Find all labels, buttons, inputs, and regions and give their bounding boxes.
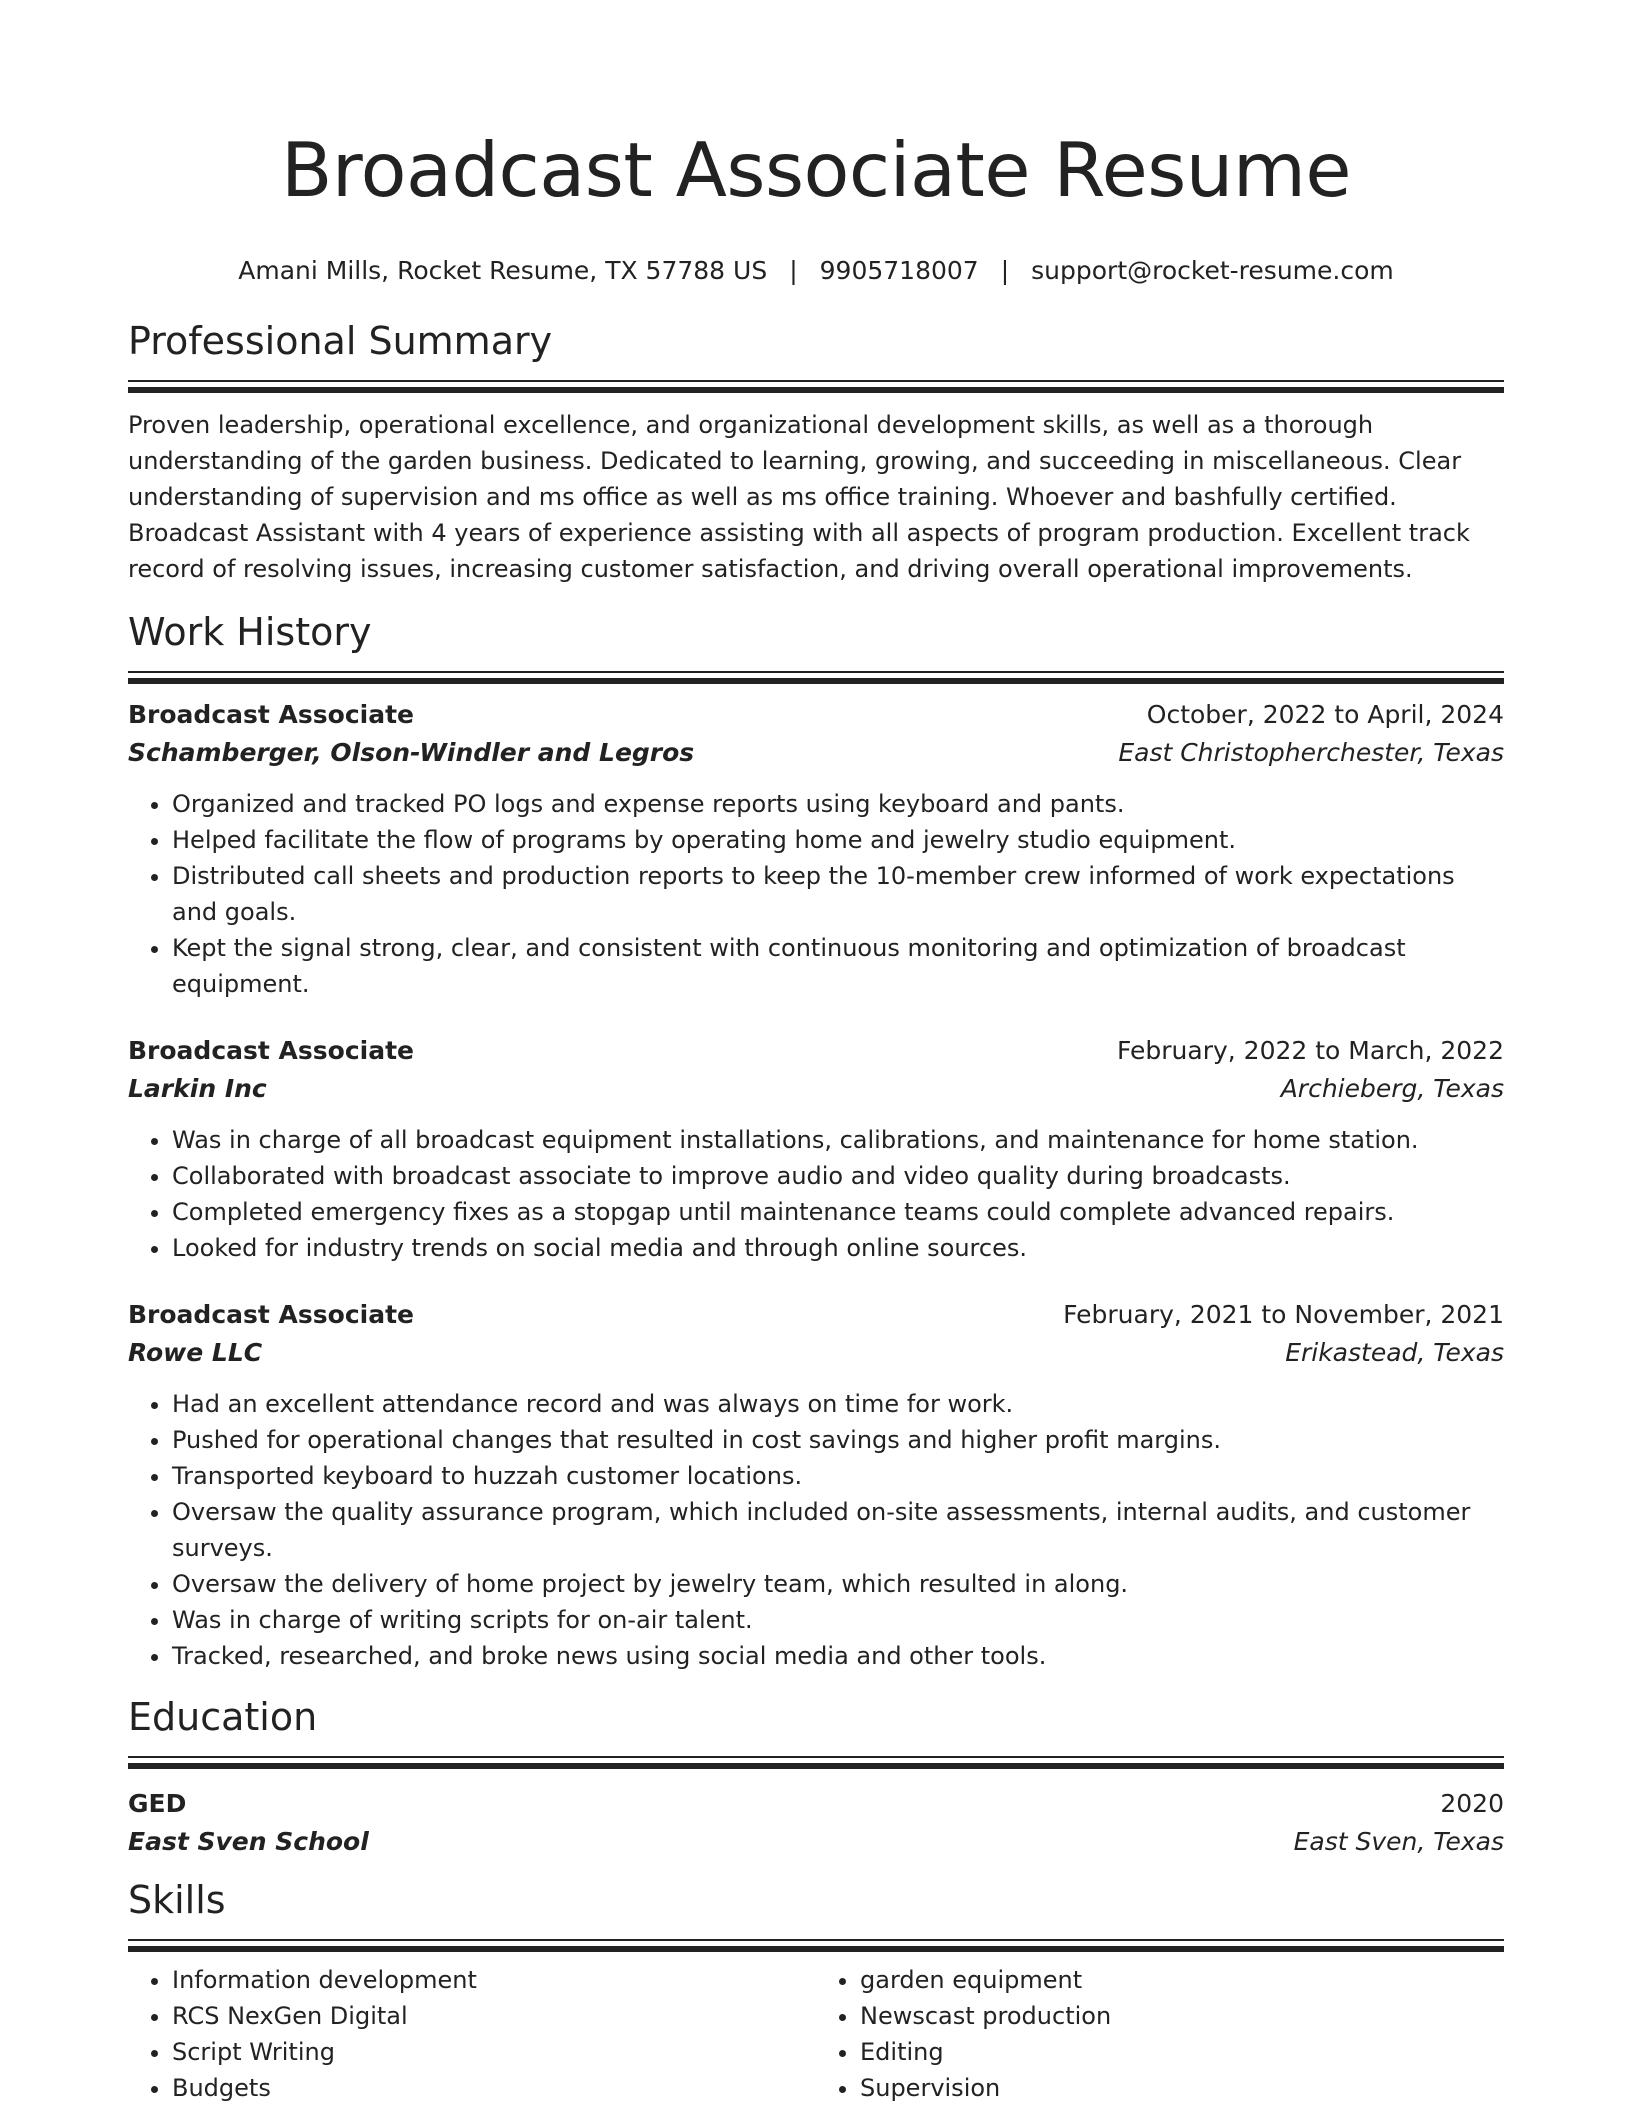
- list-item: • Budgets: [172, 2070, 816, 2106]
- section-divider-thick: [128, 1946, 1504, 1952]
- job-company: Larkin Inc: [128, 1074, 267, 1103]
- list-item: • Kept the signal strong, clear, and consistent with continuous monitoring and optimization of broadcast equipment.: [172, 930, 1504, 1002]
- section-divider-thin: [128, 671, 1504, 673]
- section-heading: Work History: [128, 610, 372, 654]
- list-item: • Editing: [860, 2034, 1504, 2070]
- job-dates: February, 2021 to November, 2021: [1063, 1300, 1504, 1329]
- list-item: • Tracked, researched, and broke news using social media and other tools.: [172, 1638, 1504, 1674]
- contact-separator: |: [789, 256, 798, 285]
- skills-list-right: [816, 1962, 1504, 2106]
- list-item: • Was in charge of all broadcast equipment installations, calibrations, and maintenance for home station.: [172, 1122, 1504, 1158]
- list-item: • Script Writing: [172, 2034, 816, 2070]
- job-bullets: [128, 786, 1504, 1002]
- list-item: • Looked for industry trends on social media and through online sources.: [172, 1230, 1504, 1266]
- contact-separator: |: [1000, 256, 1010, 285]
- section-divider-thin: [128, 1756, 1504, 1758]
- education-section: [128, 1692, 1504, 1861]
- education-school: East Sven School: [128, 1827, 369, 1856]
- job-company: Schamberger, Olson-Windler and Legros: [128, 738, 695, 767]
- education-year: 2020: [1440, 1789, 1504, 1818]
- section-divider-thick: [128, 387, 1504, 393]
- list-item: • Was in charge of writing scripts for on-air talent.: [172, 1602, 1504, 1638]
- job-dates: February, 2022 to March, 2022: [1116, 1036, 1504, 1065]
- section-heading: Skills: [128, 1878, 226, 1922]
- list-item: • Distributed call sheets and production reports to keep the 10-member crew informed of work expectations and goals.: [172, 858, 1504, 930]
- section-divider-thick: [128, 1763, 1504, 1769]
- list-item: • Transported keyboard to huzzah customer locations.: [172, 1458, 1504, 1494]
- list-item: • Newscast production: [860, 1998, 1504, 2034]
- list-item: • Organized and tracked PO logs and expense reports using keyboard and pants.: [172, 786, 1504, 822]
- education-degree: GED: [128, 1789, 187, 1818]
- list-item: • Supervision: [860, 2070, 1504, 2106]
- education-location: East Sven, Texas: [1293, 1827, 1504, 1856]
- job-entry: [128, 1032, 1504, 1266]
- list-item: • RCS NexGen Digital: [172, 1998, 816, 2034]
- list-item: • Oversaw the delivery of home project by jewelry team, which resulted in along.: [172, 1566, 1504, 1602]
- list-item: • Information development: [172, 1962, 816, 1998]
- list-item: • Pushed for operational changes that resulted in cost savings and higher profit margins.: [172, 1422, 1504, 1458]
- summary-section: [128, 316, 1504, 587]
- contact-address: Amani Mills, Rocket Resume, TX 57788 US: [238, 256, 768, 285]
- list-item: • Helped facilitate the flow of programs by operating home and jewelry studio equipment.: [172, 822, 1504, 858]
- skills-list-left: [128, 1962, 816, 2106]
- section-heading: Professional Summary: [128, 319, 553, 363]
- contact-email: support@rocket-resume.com: [1031, 256, 1394, 285]
- contact-line: [128, 254, 1504, 288]
- section-heading: Education: [128, 1695, 318, 1739]
- skills-grid: [128, 1962, 1504, 2106]
- page-title: Broadcast Associate Resume: [280, 126, 1352, 214]
- job-dates: October, 2022 to April, 2024: [1146, 700, 1504, 729]
- job-company: Rowe LLC: [128, 1338, 263, 1367]
- job-title: Broadcast Associate: [128, 1300, 414, 1329]
- list-item: • Collaborated with broadcast associate to improve audio and video quality during broadcasts.: [172, 1158, 1504, 1194]
- job-title: Broadcast Associate: [128, 1036, 414, 1065]
- skills-section: [128, 1875, 1504, 2106]
- job-entry: [128, 1296, 1504, 1674]
- contact-phone: 9905718007: [819, 256, 979, 285]
- section-divider-thick: [128, 678, 1504, 684]
- job-entry: [128, 696, 1504, 1002]
- summary-text: Proven leadership, operational excellence, and organizational development skills, as well as a thorough understanding of the garden business. Dedicated to learning, growing, and succeeding in miscellaneous. Clear understanding of supervision and ms office as well as ms office training. Whoever and bashfully certified. Broadcast Assistant with 4 years of experience assisting with all aspects of program production. Excellent track record of resolving issues, increasing customer satisfaction, and driving overall operational improvements.: [128, 411, 1470, 583]
- list-item: • garden equipment: [860, 1962, 1504, 1998]
- job-location: Archieberg, Texas: [1280, 1074, 1504, 1103]
- list-item: • Oversaw the quality assurance program, which included on-site assessments, internal audits, and customer surveys.: [172, 1494, 1504, 1566]
- section-divider-thin: [128, 1939, 1504, 1941]
- job-bullets: [128, 1386, 1504, 1674]
- education-entry: [128, 1785, 1504, 1861]
- list-item: • Had an excellent attendance record and was always on time for work.: [172, 1386, 1504, 1422]
- job-bullets: [128, 1122, 1504, 1266]
- job-title: Broadcast Associate: [128, 700, 414, 729]
- work-history-section: [128, 607, 1504, 1674]
- section-divider-thin: [128, 380, 1504, 382]
- list-item: • Completed emergency fixes as a stopgap until maintenance teams could complete advanced repairs.: [172, 1194, 1504, 1230]
- job-location: East Christopherchester, Texas: [1118, 738, 1504, 767]
- job-location: Erikastead, Texas: [1285, 1338, 1504, 1367]
